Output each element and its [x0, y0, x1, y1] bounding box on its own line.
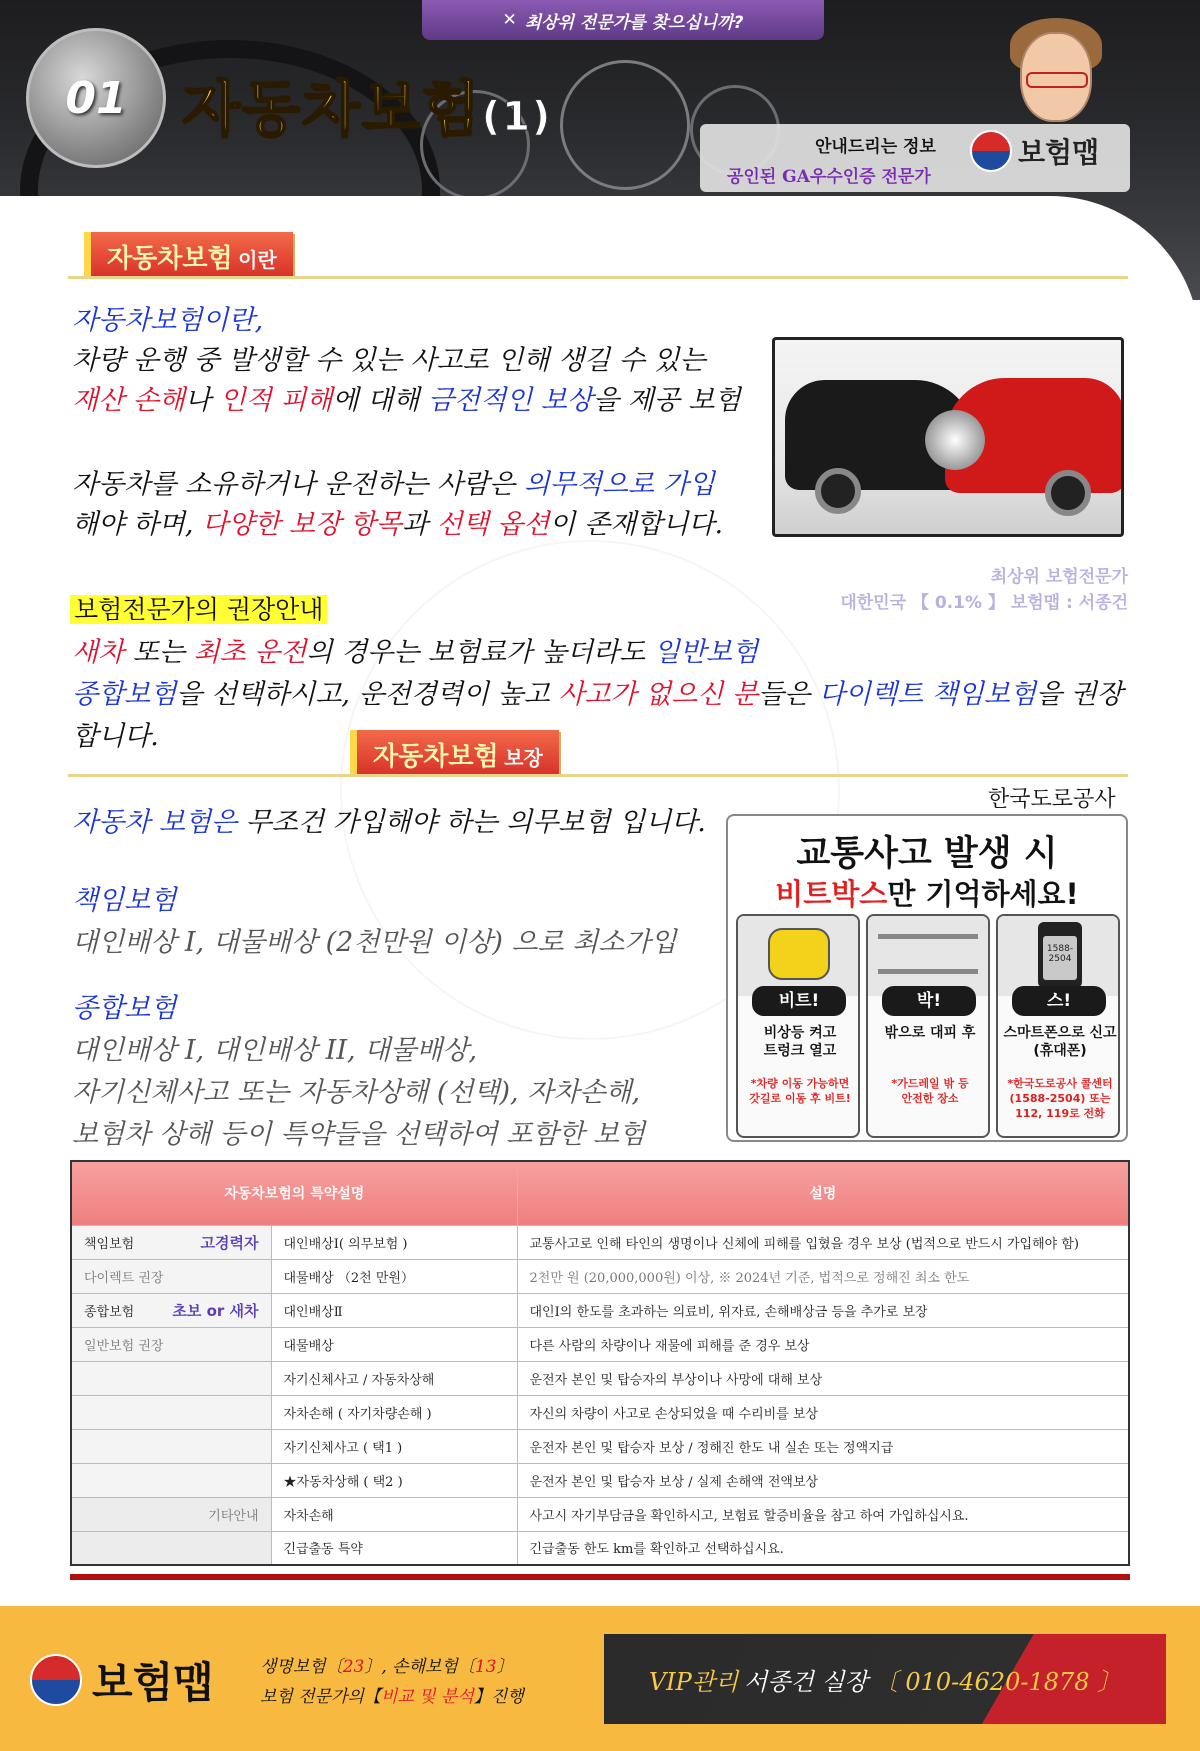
- table-cell-desc: 운전자 본인 및 탑승자 보상 / 실제 손해액 전액보상: [517, 1463, 1129, 1497]
- comprehensive-title: 종합보험: [72, 993, 177, 1024]
- table-cell-category: [71, 1395, 271, 1429]
- divider: [68, 276, 1128, 279]
- divider: [68, 774, 1128, 777]
- table-cell-category: 책임보험 고경력자: [71, 1225, 271, 1259]
- table-cell-category: 종합보험 초보 or 새차: [71, 1293, 271, 1327]
- vip-label: VIP관리: [648, 1667, 739, 1696]
- vip-name: 서종건 실장: [744, 1667, 868, 1696]
- table-row: [71, 1293, 1129, 1327]
- table-cell-item: 자차손해 ( 자기차량손해 ): [271, 1395, 517, 1429]
- comprehensive-line: 대인배상 Ⅰ, 대인배상 II, 대물배상,: [72, 1035, 478, 1066]
- footer: [0, 1606, 1200, 1751]
- footer-logo-text: 보험맵: [92, 1658, 214, 1707]
- table-row: [71, 1429, 1129, 1463]
- about-line: 재산 손해나 인적 피해에 대해 금전적인 보상을 제공 보험: [72, 385, 741, 416]
- car-crash-photo: [772, 337, 1124, 537]
- about-line: 자동차를 소유하거나 운전하는 사람은 의무적으로 가입: [72, 469, 715, 500]
- table-cell-category: [71, 1429, 271, 1463]
- recommend-line: 새차 또는 최초 운전의 경우는 보험료가 높더라도 일반보험: [72, 637, 759, 668]
- coverage-intro: 자동차 보험은 무조건 가입해야 하는 의무보험 입니다.: [72, 807, 706, 838]
- liability-title: 책임보험: [72, 885, 177, 916]
- taeguk-logo-icon: [30, 1654, 82, 1706]
- guardrail-icon: [878, 934, 978, 974]
- table-header: 자동차보험의 특약설명: [71, 1161, 517, 1225]
- section-number-badge: 01: [26, 28, 166, 168]
- page-title-main: 자동차보험: [182, 75, 482, 145]
- table-cell-item: 대인배상Ⅱ: [271, 1293, 517, 1327]
- footer-stats-line2: 보험 전문가의【비교 및 분석】진행: [260, 1687, 524, 1707]
- taeguk-logo-icon: [970, 130, 1012, 172]
- table-cell-category: [71, 1463, 271, 1497]
- table-cell-desc: 대인Ⅰ의 한도를 초과하는 의료비, 위자료, 손해배상금 등을 추가로 보장: [517, 1293, 1129, 1327]
- section-tab-coverage: [350, 730, 559, 775]
- about-line: 자동차보험이란,: [72, 305, 264, 336]
- table-cell-desc: 운전자 본인 및 탑승자 보상 / 정해진 한도 내 실손 또는 정액지급: [517, 1429, 1129, 1463]
- table-row: [71, 1531, 1129, 1565]
- table-row: [71, 1395, 1129, 1429]
- table-cell-item: 대물배상 （2천 만원）: [271, 1259, 517, 1293]
- recommend-title: 보험전문가의 권장안내: [70, 590, 327, 626]
- table-cell-category: [71, 1531, 271, 1565]
- gauge-graphic: [560, 60, 690, 190]
- footer-logo: [30, 1650, 214, 1710]
- table-row: [71, 1259, 1129, 1293]
- recommend-line: 합니다.: [72, 721, 159, 752]
- table-row: [71, 1327, 1129, 1361]
- recommend-line: 종합보험을 선택하시고, 운전경력이 높고 사고가 없으신 분들은 다이렉트 책임보험을 권장: [72, 679, 1123, 710]
- comprehensive-line: 보험차 상해 등이 특약들을 선택하여 포함한 보험: [72, 1119, 646, 1150]
- table-header-row: [71, 1161, 1129, 1225]
- table-row: [71, 1361, 1129, 1395]
- poster-title: 교통사고 발생 시: [796, 834, 1058, 874]
- table-cell-category: 기타안내: [71, 1497, 271, 1531]
- section-tab-small: 이란: [238, 248, 277, 272]
- vip-contact[interactable]: [604, 1634, 1166, 1724]
- table-cell-category: [71, 1361, 271, 1395]
- table-cell-desc: 교통사고로 인해 타인의 생명이나 신체에 피해를 입혔을 경우 보상 (법적으로 반드시 가입해야 함): [517, 1225, 1129, 1259]
- section-tab-about: [84, 232, 293, 277]
- vip-phone[interactable]: 〔 010-4620-1878 〕: [873, 1667, 1122, 1696]
- top-banner: [422, 0, 824, 40]
- table-cell-desc: 다른 사람의 차량이나 재물에 피해를 준 경우 보상: [517, 1327, 1129, 1361]
- table-cell-item: 대물배상: [271, 1327, 517, 1361]
- accident-guide-poster: [726, 814, 1128, 1142]
- rider-table: [70, 1160, 1130, 1566]
- section-tab-big: 자동차보험: [373, 742, 499, 772]
- table-cell-category: 다이렉트 권장: [71, 1259, 271, 1293]
- top-banner-text: 최상위 전문가를 찾으십니까?: [524, 12, 744, 33]
- poster-card: 비트! 비상등 켜고 트렁크 열고 *차량 이동 가능하면 갓길로 이동 후 비트!: [736, 914, 860, 1138]
- table-row: [71, 1463, 1129, 1497]
- table-cell-category: 일반보험 권장: [71, 1327, 271, 1361]
- header-logo-text: 보험맵: [1018, 136, 1100, 169]
- section-tab-big: 자동차보험: [107, 244, 233, 274]
- table-cell-item: 자기신체사고 / 자동차상해: [271, 1361, 517, 1395]
- info-line2: 공인된 GA우수인증 전문가: [727, 167, 931, 187]
- smartphone-icon: 1588- 2504: [1038, 922, 1082, 988]
- table-header: 설명: [517, 1161, 1129, 1225]
- table-cell-item: 대인배상Ⅰ( 의무보험 ): [271, 1225, 517, 1259]
- table-cell-item: 긴급출동 특약: [271, 1531, 517, 1565]
- about-line: 차량 운행 중 발생할 수 있는 사고로 인해 생길 수 있는: [72, 345, 706, 376]
- table-cell-item: 자차손해: [271, 1497, 517, 1531]
- table-cell-desc: 사고시 자기부담금을 확인하시고, 보험료 할증비율을 참고 하여 가입하십시요.: [517, 1497, 1129, 1531]
- poster-source: 한국도로공사: [988, 787, 1116, 812]
- table-cell-desc: 긴급출동 한도 km를 확인하고 선택하십시요.: [517, 1531, 1129, 1565]
- footer-stats: [260, 1652, 524, 1712]
- info-line1: 안내드리는 정보: [815, 137, 936, 157]
- sparkle-icon: ✕: [502, 10, 517, 30]
- table-row: [71, 1497, 1129, 1531]
- section-tab-small: 보장: [504, 746, 543, 770]
- about-line: 해야 하며, 다양한 보장 항목과 선택 옵션이 존재합니다.: [72, 509, 724, 540]
- expert-caption-1: 최상위 보험전문가: [990, 567, 1128, 587]
- header-logo: [970, 130, 1099, 172]
- table-cell-item: ★자동차상해 ( 택2 ): [271, 1463, 517, 1497]
- poster-subtitle: 비트박스만 기억하세요!: [775, 877, 1079, 911]
- poster-card: 박! 밖으로 대피 후 *가드레일 밖 등 안전한 장소: [866, 914, 990, 1138]
- car-icon: [768, 928, 830, 980]
- table-cell-desc: 2천만 원 (20,000,000원) 이상, ※ 2024년 기준, 법적으로 정해진 최소 한도: [517, 1259, 1129, 1293]
- table-cell-item: 자기신체사고 ( 택1 ): [271, 1429, 517, 1463]
- footer-stats-line1: 생명보험〔23〕, 손해보험〔13〕: [260, 1657, 514, 1677]
- page-title: [182, 62, 552, 148]
- table-cell-desc: 자신의 차량이 사고로 손상되었을 때 수리비를 보상: [517, 1395, 1129, 1429]
- poster-card: 1588- 2504 스! 스마트폰으로 신고 (휴대폰) *한국도로공사 콜센터 (1588-2504) 또는 112, 119로 전화: [996, 914, 1120, 1138]
- expert-caption-2: 대한민국 【 0.1% 】 보험맵 : 서종건: [840, 593, 1128, 613]
- table-row: [71, 1225, 1129, 1259]
- table-bottom-bar: [70, 1574, 1130, 1580]
- page-title-sub: (1): [481, 94, 553, 140]
- comprehensive-line: 자기신체사고 또는 자동차상해 (선택), 자차손해,: [72, 1077, 641, 1108]
- table-cell-desc: 운전자 본인 및 탑승자의 부상이나 사망에 대해 보상: [517, 1361, 1129, 1395]
- liability-desc: 대인배상 Ⅰ, 대물배상 (2천만원 이상) 으로 최소가입: [72, 927, 677, 958]
